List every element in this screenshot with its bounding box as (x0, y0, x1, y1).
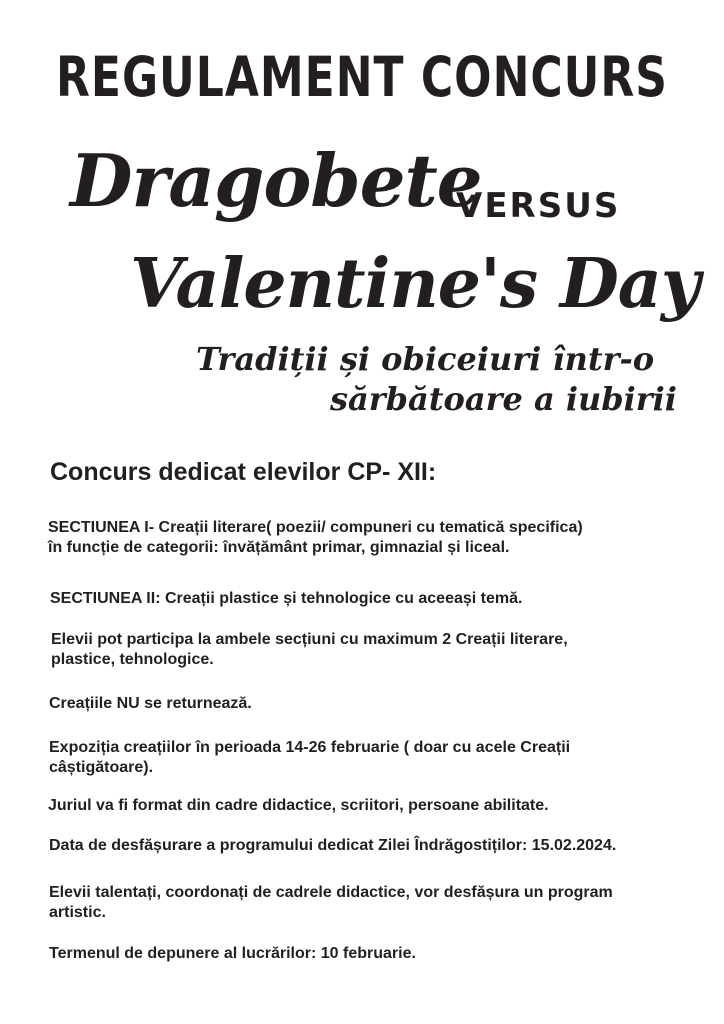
subtitle-line-1: Tradiții și obiceiuri într-o (196, 340, 655, 378)
rule-line: SECTIUNEA I- Creații literare( poezii/ compuneri cu tematică specifica) (48, 519, 583, 536)
rule-line: Data de desfășurare a programului dedicat Zilei Îndrăgostiților: 15.02.2024. (49, 837, 617, 854)
rule-paragraph (51, 630, 568, 670)
event-title-dragobete: Dragobete (70, 138, 482, 223)
contest-heading: Concurs dedicat elevilor CP- XII: (50, 458, 437, 486)
rule-line: Juriul va fi format din cadre didactice, scriitori, persoane abilitate. (48, 797, 549, 814)
rule-paragraph (48, 518, 583, 558)
event-title-valentines-day: Valentine's Day (130, 244, 700, 324)
rule-paragraph (49, 883, 613, 923)
rule-paragraph (49, 738, 570, 778)
subtitle-line-2: sărbătoare a iubirii (330, 380, 677, 418)
rule-line: câștigătoare). (49, 759, 154, 776)
rule-line: Expoziția creațiilor în perioada 14-26 februarie ( doar cu acele Creații (49, 739, 571, 756)
rule-line: Elevii talentați, coordonați de cadrele didactice, vor desfășura un program (49, 884, 613, 901)
versus-label: VERSUS (456, 186, 621, 226)
rule-paragraph (49, 836, 616, 856)
poster-title: REGULAMENT CONCURS (56, 46, 668, 110)
rule-paragraph (49, 944, 416, 964)
rule-line: în funcție de categorii: învățământ primar, gimnazial și liceal. (48, 539, 510, 556)
rule-line: plastice, tehnologice. (51, 651, 214, 668)
rule-line: SECTIUNEA II: Creații plastice și tehnologice cu aceeași temă. (50, 590, 523, 607)
rule-line: Creațiile NU se returnează. (49, 695, 252, 712)
rule-line: Termenul de depunere al lucrărilor: 10 februarie. (49, 945, 416, 962)
rule-line: artistic. (49, 904, 106, 921)
rule-line: Elevii pot participa la ambele secțiuni cu maximum 2 Creații literare, (51, 631, 568, 648)
rule-paragraph (48, 796, 549, 816)
rule-paragraph (50, 589, 522, 609)
rule-paragraph (49, 694, 252, 714)
